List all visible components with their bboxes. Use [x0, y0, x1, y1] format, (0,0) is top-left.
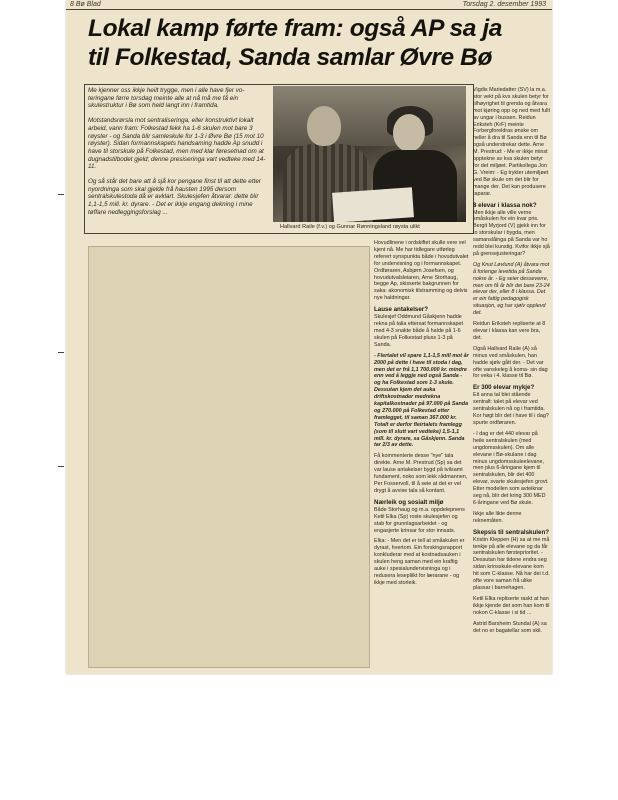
right-paragraph-10: Ketil Elka repliserte raskt at han ikkje kjende det som han kom til nokon C-klasse i si tid ...: [473, 595, 550, 616]
middle-paragraph-2: Skulesjef Oddmund Gåskjenn hadde rekna på talia ettersat formannskapet med 4-3 snakte både å halde på 1-6 skulen på Folkestad pluss 1-3 på Sanda.: [374, 314, 463, 348]
middle-paragraph-1: Hovudlinene i ordskiftet skulle vere vel kjent nå. Me har tidlegare utførleg referert synspunkta både i hovudutvalet for undervisning og i formannskapet. Ordføraren, Asbjørn Josefsen, og hovudutvalsleiaren, Arne Storhaug, begge Ap, skisserte bakgrunnen for saka: akonomisk tilstramming og delvis nye haldningar.: [374, 240, 469, 302]
lead-paragraph-1: Me kjenner oss ikkje heilt trygge, men i alle have fjer vo-teringane førre torsdag meinte alle at nå må me få ein skulestruktur i Bø som held langt inn i framtida.: [88, 87, 245, 110]
photo-background: [273, 86, 466, 146]
headline-line-1: Lokal kamp førte fram: også AP sa ja: [88, 15, 503, 42]
margin-tick-mark: [58, 466, 64, 467]
margin-tick-mark: [58, 352, 64, 353]
lead-text: [88, 87, 268, 224]
middle-subhead-1: Lause antakelser?: [374, 306, 428, 314]
issue-date: Torsdag 2. desember 1993: [462, 1, 546, 8]
right-subhead-1: 8 elevar i klassa nok?: [473, 201, 537, 209]
right-subhead-2: Er 300 elevar mykje?: [473, 384, 535, 392]
middle-paragraph-5: Både Storhaug og m.a. oppdelepnens Ketil Elka (Sp) roste skulesjefen og stab for grunnlagsarbeidet - og engasjerte krinsar for stor innsats.: [374, 506, 465, 534]
right-paragraph-5: Også Hallvard Raile (A) så minus ved småskulen, han hadde sjølv gått der. - Det var ofte vanskeleg å koma- sin dag for veka i 4. klasse til Bø.: [473, 345, 548, 380]
lead-paragraph-3: Og så står det bare att å sjå kor pengane finst til att dette etter nyordninga som skal gjelde frå hausten 1995 dersom sentralskulestoda då er avklart. Skulesjefen åtvarar: dette blir 1,1-1,5 mill. kr. dyrare. - Det er ikkje engang dekning i mine tøffare nedleggingsforslag ...: [88, 178, 261, 216]
middle-subhead-2: Nærleik og sosialt miljø: [374, 498, 444, 506]
right-paragraph-1: Vigdis Mariedatter (SV) la m.a. stor vekt på kvs skulen betyr for tilhøyrighet til grenda og åtvara mot kjøring opp og ned med fullt av ungar i bussen. Reidun Eriksteh (KrF) meinte Forbergforeldras ønske om heller å dra til Sanda enn til Bø også understrekar dette. Arne M. Prestrud: - Me er ikkje minst opptekne av kva skulen betyr for det miljøet. Partikollega Jon G. Vreim: - Eg trykter utemiljøet ved Bø skule om det blir for mange der. Det kan produsere taparar.: [473, 87, 551, 197]
headline-line-2: til Folkestad, Sanda samlar Øvre Bø: [88, 44, 493, 71]
newspaper-page: [66, 0, 552, 674]
right-paragraph-2: Men ikkje alle ville verne småskulen for ein kvar pris. Bergit Myrjord (V) gjekk inn for to storskular i bygda, men samanslåinga på Sanda var ho redd blei kunstig. Kvifor ikkje sjå på grensejusteringar?: [473, 209, 550, 257]
photo-document: [332, 187, 414, 222]
lead-paragraph-2: Motstandsrørsla mot sentraliseringa, eller konstruktivt lokalt arbeid, vann fram: Folkestad fekk ha 1-6 skulen mot bare 3 røyster - og Sanda blir samleskule for 1-3 i Øvre Bø (15 mot 10 røyster). Sidan formannskapets handsaming hadde Ap snudd i have til storskule på Folkestad, men med klar føresetnad om at dugnadstilbodet gjeld; denne presiseringa vart vedteke med 14-11.: [88, 117, 266, 171]
news-photo: [273, 86, 466, 222]
running-header: [66, 0, 552, 10]
right-paragraph-11: Astrid Barsheim Stundal (A) sa det no er bagatellar som skil.: [473, 620, 547, 634]
middle-column: [374, 240, 469, 591]
blank-ad-area: [88, 246, 370, 668]
photo-person-right-head: [393, 114, 425, 152]
photo-person-left-head: [307, 106, 341, 146]
middle-paragraph-4: Få kommenterte desse "nye" tala direkte. Arne M. Prestrud (Sp) sa det var lause antakelser bygd på tvilsamt fundament, noko som lekk rådmannen, Per Fosservoll, til å seie at det er vel drygt å avvise tala så kontant.: [374, 453, 468, 494]
right-column: [473, 87, 550, 638]
right-paragraph-3: Og Knut Løvlund (A) åtvara mot å forlenge levetida på Sanda nokre år. - Eg seier desseverre, men om få år blir dei bare 23-24 elevar der, eller 8 i klassa. Det er ein fattig pedagogisk situasjon, eg har sjølv opplevd det.: [473, 261, 550, 317]
right-subhead-3: Skepsis til sentralskulen?: [473, 528, 549, 536]
photo-caption: Hallvard Raile (f.v.) og Gunnar Rønningsland røysta ulikt: [280, 224, 420, 230]
middle-paragraph-3: - Flertalet vil spare 1,1-1,5 mill mot år 2000 på dette i have til stoda i dag, men det er frå 1,1 700.000 kr. mindre enn ved å leggje ned også Sanda - og ha Folkestad som 1-3 skule. Dessutan kjem det auka driftskostnader medrekna kapitalkostnader på 97.000 på Sanda og 270.000 på Folkestad etter framlegget, til saman 367.000 kr. Totalt er derfor fleirtalets framlegg (som til slutt vart vedteke) 1,5-1,1 mill. kr. dyrare, sa Gåskjenn. Sanda tar 2/3 av dette.: [374, 352, 469, 449]
headline: [88, 14, 548, 72]
right-paragraph-9: Kristin Kleppen (H) sa at me må tenkje på alle elevane og da får sentralskulen førsteprioritet. - Dessutan har tidene endra seg sidan krinsskule-elevane kom hit som C-klasse. Nå har dei t.d. ofte vore saman frå ulike plassar i barnehagen.: [473, 536, 550, 591]
right-paragraph-7: - I dag er det 440 elevar på heile sentralskulen (med ungdomsskulen). Om alle elevane i Bø-skulane i dag minus ungdomsskuleelevane, men plus 6-åringane kjem til sentralskulen, blir det 400 elevar, svarte skulesjefen grovt. Etter modellen som avteiknar seg nå, blir det kring 300 MED 6-åringane ved Bø skule.: [473, 430, 549, 506]
margin-tick-mark: [58, 194, 64, 195]
middle-paragraph-6: Elka: - Men det er tell at småskulen er dyrast, hvertom. Ein forskingsrapport konkluderar med at kostnadsauken i skulen heng saman med ein kraftig auke i spesialundervisninga og i redusera lesepliikt for lærarane - og ikkje med storleik.: [374, 538, 465, 586]
right-paragraph-8: Ikkje alle likte denne reknemåten.: [473, 510, 522, 524]
page-section-label: 8 Bø Blad: [70, 1, 101, 8]
right-paragraph-6: Eit anna tal blei stående sentralt: talet på elevar ved sentralskulen nå og i framtida. Kor høgt blir det i have til i dag? spurte ordføraren.: [473, 392, 549, 426]
right-paragraph-4: Reidun Eriksteh repliserte at 8 elevar i klassa kan vere bra, det.: [473, 321, 546, 341]
